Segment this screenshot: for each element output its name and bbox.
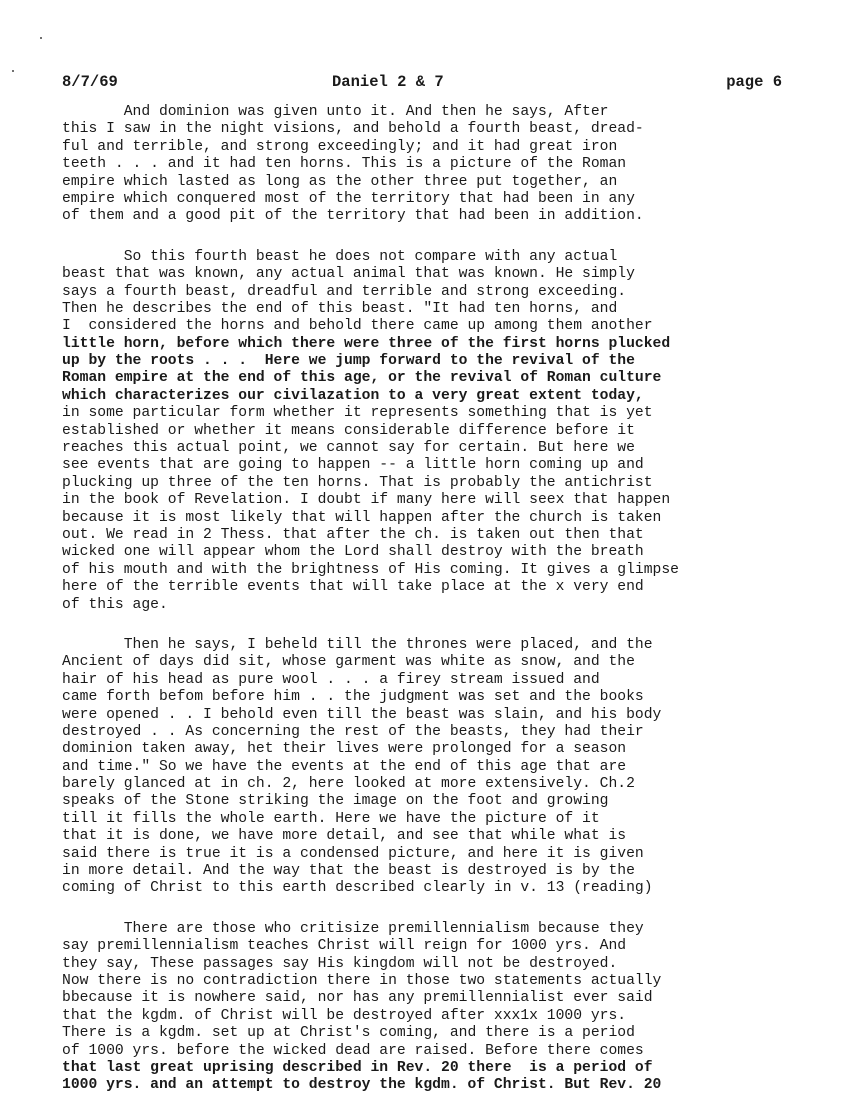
text-line: bbecause it is nowhere said, nor has any premillennialist ever said: [62, 990, 653, 1007]
text-line: established or whether it means considerable difference before it: [62, 422, 635, 439]
text-line: said there is true it is a condensed picture, and here it is given: [62, 845, 644, 862]
text-line: came forth befom before him . . the judgment was set and the books: [62, 689, 644, 706]
text-line: reaches this actual point, we cannot say for certain. But here we: [62, 440, 635, 457]
text-line: say premillennialism teaches Christ will reign for 1000 yrs. And: [62, 938, 627, 955]
text-line: of 1000 yrs. before the wicked dead are raised. Before there comes: [62, 1042, 644, 1059]
text-line: see events that are going to happen -- a little horn coming up and: [62, 457, 644, 474]
text-line: this I saw in the night visions, and behold a fourth beast, dread-: [62, 121, 644, 138]
text-line: in the book of Revelation. I doubt if many here will seex that happen: [62, 492, 671, 509]
paragraph-3: [62, 637, 802, 898]
scan-speck: [40, 37, 42, 39]
text-line: and time." So we have the events at the end of this age that are: [62, 758, 627, 775]
text-line: teeth . . . and it had ten horns. This is a picture of the Roman: [62, 156, 627, 173]
text-line: empire which conquered most of the territory that had been in any: [62, 190, 635, 207]
text-line: that the kgdm. of Christ will be destroyed after xxx1x 1000 yrs.: [62, 1007, 627, 1024]
text-line: in more detail. And the way that the beast is destroyed is by the: [62, 863, 635, 880]
text-line: 1000 yrs. and an attempt to destroy the kgdm. of Christ. But Rev. 20: [62, 1077, 662, 1094]
text-line: There is a kgdm. set up at Christ's coming, and there is a period: [62, 1025, 635, 1042]
text-line: dominion taken away, het their lives were prolonged for a season: [62, 741, 627, 758]
text-line: little horn, before which there were three of the first horns plucked: [62, 335, 671, 352]
text-line: So this fourth beast he does not compare with any actual: [62, 248, 618, 265]
text-line: here of the terrible events that will take place at the x very end: [62, 579, 644, 596]
text-line: Ancient of days did sit, whose garment was white as snow, and the: [62, 654, 635, 671]
text-line: There are those who critisize premillennialism because they: [62, 920, 644, 937]
text-line: destroyed . . As concerning the rest of the beasts, they had their: [62, 723, 644, 740]
text-line: Then he says, I beheld till the thrones were placed, and the: [62, 636, 653, 653]
paragraph-2: [62, 249, 802, 614]
text-line: in some particular form whether it represents something that is yet: [62, 405, 653, 422]
text-line: of them and a good pit of the territory that had been in addition.: [62, 208, 644, 225]
text-line: that last great uprising described in Rev. 20 there is a period of: [62, 1059, 653, 1076]
text-line: were opened . . I behold even till the beast was slain, and his body: [62, 706, 662, 723]
text-line: Then he describes the end of this beast. "It had ten horns, and: [62, 300, 618, 317]
text-line: plucking up three of the ten horns. That is probably the antichrist: [62, 474, 653, 491]
text-line: out. We read in 2 Thess. that after the ch. is taken out then that: [62, 526, 644, 543]
text-line: Now there is no contradiction there in those two statements actually: [62, 972, 662, 989]
scan-speck: [12, 70, 14, 72]
text-line: And dominion was given unto it. And then he says, After: [62, 104, 609, 120]
text-line: beast that was known, any actual animal that was known. He simply: [62, 266, 635, 283]
text-line: speaks of the Stone striking the image on the foot and growing: [62, 793, 609, 810]
paragraph-1: [62, 104, 802, 226]
text-line: till it fills the whole earth. Here we have the picture of it: [62, 810, 600, 827]
text-line: barely glanced at in ch. 2, here looked at more extensively. Ch.2: [62, 776, 635, 793]
text-line: says a fourth beast, dreadful and terrible and strong exceeding.: [62, 283, 627, 300]
text-line: which characterizes our civilazation to a very great extent today,: [62, 387, 644, 404]
text-line: that it is done, we have more detail, and see that while what is: [62, 828, 627, 845]
text-line: hair of his head as pure wool . . . a firey stream issued and: [62, 671, 600, 688]
header-title: Daniel 2 & 7: [332, 73, 444, 91]
text-line: wicked one will appear whom the Lord shall destroy with the breath: [62, 544, 644, 561]
text-line: ful and terrible, and strong exceedingly; and it had great iron: [62, 138, 618, 155]
document-body: [62, 104, 802, 1118]
text-line: because it is most likely that will happen after the church is taken: [62, 509, 662, 526]
text-line: of this age.: [62, 596, 168, 613]
text-line: coming of Christ to this earth described clearly in v. 13 (reading): [62, 880, 653, 897]
text-line: up by the roots . . . Here we jump forward to the revival of the: [62, 353, 635, 370]
header-date: 8/7/69: [62, 73, 118, 91]
text-line: I considered the horns and behold there came up among them another: [62, 318, 653, 335]
text-line: empire which lasted as long as the other three put together, an: [62, 173, 618, 190]
text-line: Roman empire at the end of this age, or the revival of Roman culture: [62, 370, 662, 387]
text-line: of his mouth and with the brightness of His coming. It gives a glimpse: [62, 561, 679, 578]
header-page-number: page 6: [726, 73, 782, 91]
text-line: they say, These passages say His kingdom will not be destroyed.: [62, 955, 618, 972]
paragraph-4: [62, 921, 802, 1095]
page-header: [62, 73, 782, 93]
